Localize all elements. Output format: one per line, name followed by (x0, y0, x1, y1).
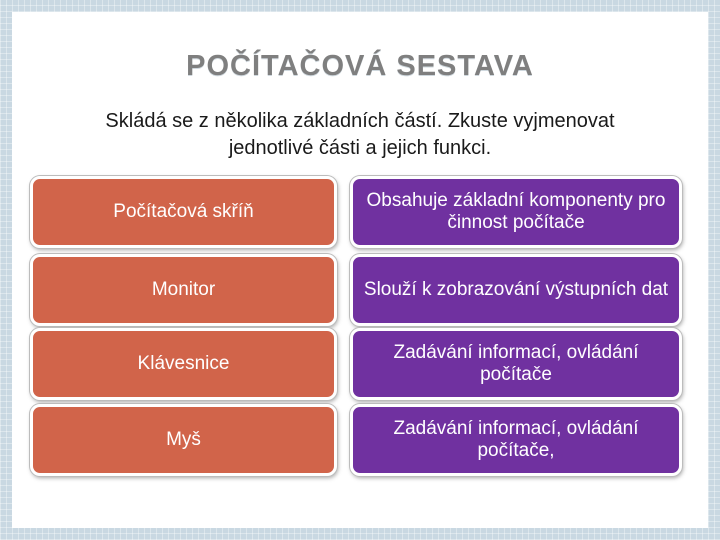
part-box (30, 404, 337, 476)
part-label: Počítačová skříň (113, 201, 254, 222)
part-box (30, 254, 337, 326)
row-keyboard (30, 328, 698, 400)
row-monitor (30, 254, 698, 326)
slide-title: POČÍTAČOVÁ SESTAVA (186, 50, 534, 82)
subtitle-line-1: Skládá se z několika základních částí. Zkuste vyjmenovat (105, 110, 615, 132)
row-case (30, 176, 698, 248)
subtitle-line-2: jednotlivé části a jejich funkci. (228, 137, 492, 159)
function-box (350, 176, 682, 248)
function-box (350, 404, 682, 476)
part-box (30, 328, 337, 400)
row-mouse (30, 404, 698, 476)
function-label: Zadávání informací, ovládání počítače, (393, 418, 639, 461)
slide (12, 12, 708, 528)
part-label: Monitor (151, 279, 216, 300)
function-label: Slouží k zobrazování výstupních dat (363, 279, 669, 300)
function-box (350, 254, 682, 326)
part-box (30, 176, 337, 248)
function-box (350, 328, 682, 400)
part-label: Klávesnice (137, 353, 230, 374)
slide-subtitle (42, 108, 678, 162)
part-label: Myš (166, 429, 201, 450)
function-label: Zadávání informací, ovládání počítače (393, 342, 639, 385)
function-label: Obsahuje základní komponenty pro činnost počítače (366, 190, 666, 233)
